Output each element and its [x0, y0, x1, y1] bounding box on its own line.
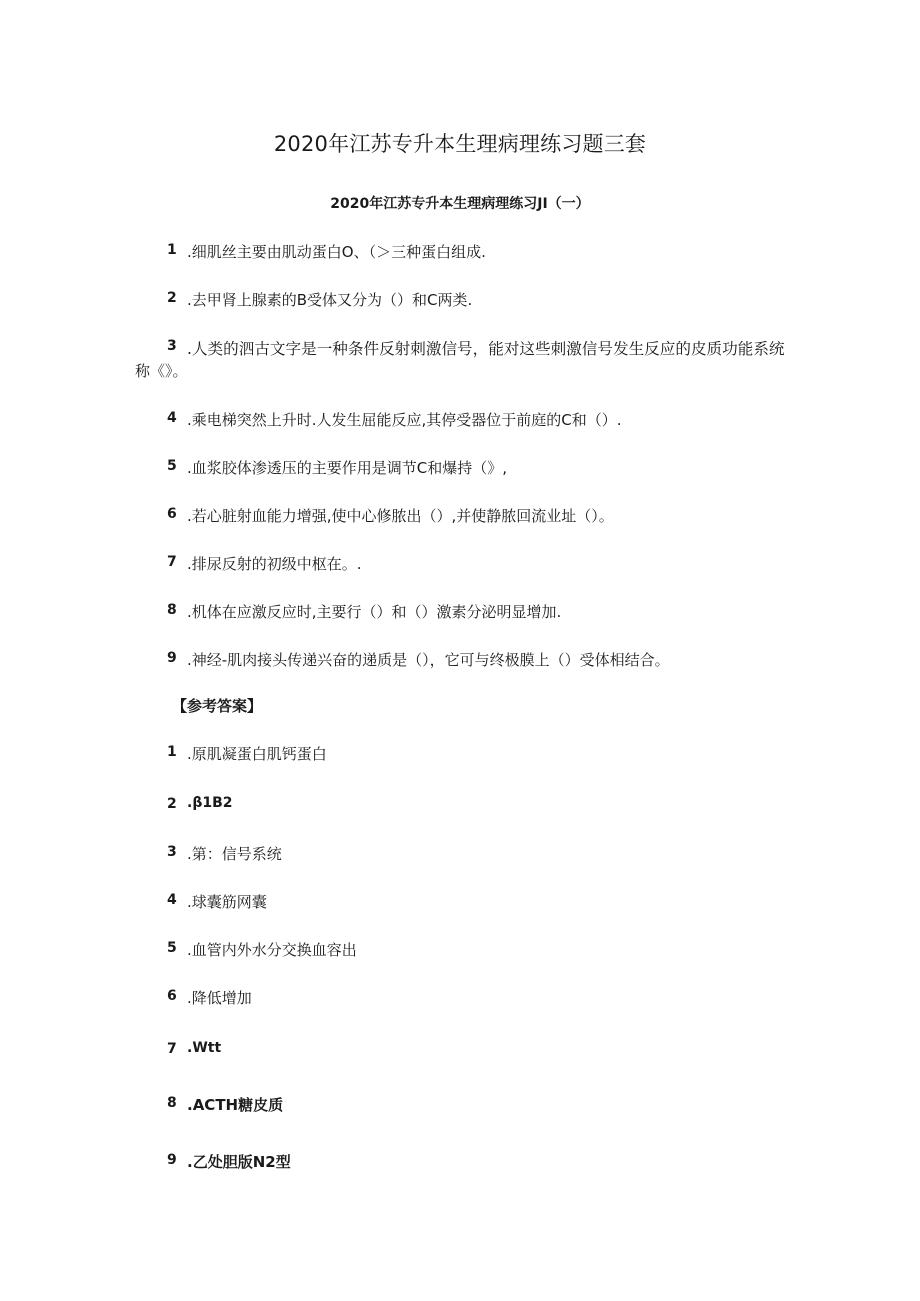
answer-text: .原肌凝蛋白肌钙蛋白	[187, 745, 327, 763]
answer-number: 1	[167, 744, 177, 760]
question-text: .若心脏射血能力增强,使中心修脓出（）,并使静脓回流业址（）。	[187, 507, 614, 525]
answer-number: 8	[167, 1095, 177, 1111]
answer-number: 9	[167, 1152, 177, 1168]
answer-text: .球囊筋网囊	[187, 893, 267, 911]
answer-text: .乙处胆版N2型	[187, 1153, 291, 1171]
answer-text: .β1B2	[187, 795, 233, 811]
question-text: .细肌丝主要由肌动蛋白O、（＞三种蛋白组成.	[187, 243, 486, 261]
question-number: 5	[167, 458, 177, 474]
section-subtitle: 2020年江苏专升本生理病理练习JI（一）	[330, 196, 590, 212]
answer-text: .血管内外水分交换血容出	[187, 941, 357, 959]
question-number: 1	[167, 242, 177, 258]
answer-key-heading: 【参考答案】	[172, 697, 263, 715]
question-number: 2	[167, 290, 177, 306]
question-text: .神经-肌肉接头传递兴奋的递质是（），它可与终极膜上（）受体相结合。	[187, 651, 670, 669]
question-text: .人类的泗古文字是一种条件反射刺激信号，能对这些刺激信号发生反应的皮质功能系统	[187, 340, 785, 358]
answer-text: .ACTH糖皮质	[187, 1096, 284, 1114]
question-text: .排尿反射的初级中枢在。.	[187, 555, 362, 573]
question-text: .乘电梯突然上升时.人发生屈能反应,其停受器位于前庭的C和（）.	[187, 411, 622, 429]
question-number: 6	[167, 506, 177, 522]
answer-number: 3	[167, 844, 177, 860]
question-number: 3	[167, 338, 177, 354]
answer-text: .Wtt	[187, 1040, 222, 1056]
question-number: 8	[167, 602, 177, 618]
answer-text: .第：信号系统	[187, 845, 282, 863]
question-text: .去甲肾上腺素的B受体又分为（）和C两类.	[187, 291, 473, 309]
question-text: .血浆胶体渗透压的主要作用是调节C和爆持（》,	[187, 459, 508, 477]
answer-text: .降低增加	[187, 989, 252, 1007]
question-number: 7	[167, 554, 177, 570]
answer-number: 2	[167, 796, 177, 812]
answer-number: 6	[167, 988, 177, 1004]
question-number: 9	[167, 650, 177, 666]
answer-number: 5	[167, 940, 177, 956]
question-text: .机体在应激反应时,主要行（）和（）激素分泌明显增加.	[187, 603, 562, 621]
question-text-continued: 称《》。	[135, 362, 188, 380]
document-title: 2020年江苏专升本生理病理练习题三套	[273, 132, 647, 156]
question-number: 4	[167, 410, 177, 426]
answer-number: 4	[167, 892, 177, 908]
answer-number: 7	[167, 1041, 177, 1057]
